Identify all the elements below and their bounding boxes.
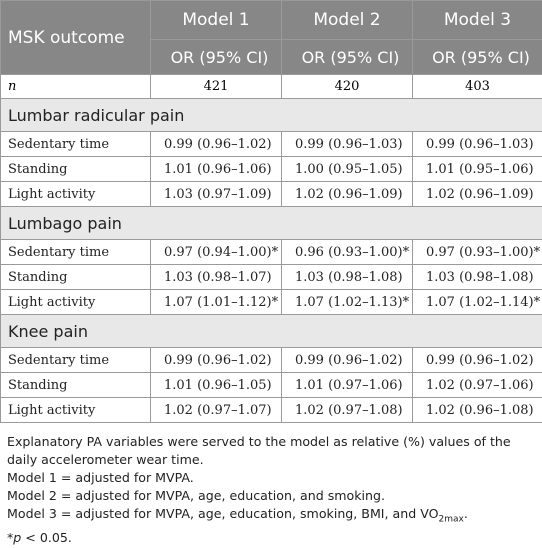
model-2-header: Model 2 — [282, 1, 413, 40]
header-row-models — [1, 1, 542, 40]
sample-size-row — [1, 75, 542, 99]
section-header-lumbago-pain — [1, 207, 542, 240]
table-row — [1, 348, 542, 373]
sample-size-model-3: 403 — [413, 75, 542, 99]
msk-outcome-header: MSK outcome — [1, 1, 151, 75]
footnote-model-3 — [7, 505, 537, 529]
table-footnotes — [7, 433, 537, 547]
footnote-significance — [7, 529, 537, 547]
table-row — [1, 157, 542, 182]
odds-ratio-model-2: 1.02 (0.97–1.08) — [282, 398, 413, 423]
section-title: Lumbar radicular pain — [1, 99, 542, 132]
or-header-model-1: OR (95% CI) — [151, 40, 282, 75]
footnote-model-3-text: Model 3 = adjusted for MVPA, age, education, smoking, BMI, and VO — [7, 506, 439, 521]
table-row — [1, 132, 542, 157]
table-row — [1, 265, 542, 290]
row-label: Light activity — [1, 182, 151, 207]
odds-ratio-model-2: 1.07 (1.02–1.13)* — [282, 290, 413, 315]
odds-ratio-model-3: 1.01 (0.95–1.06) — [413, 157, 542, 182]
table-row — [1, 373, 542, 398]
odds-ratio-model-3: 1.07 (1.02–1.14)* — [413, 290, 542, 315]
row-label: Standing — [1, 373, 151, 398]
row-label: Sedentary time — [1, 132, 151, 157]
odds-ratio-model-3: 1.02 (0.96–1.08) — [413, 398, 542, 423]
odds-ratio-model-1: 1.07 (1.01–1.12)* — [151, 290, 282, 315]
row-label: Sedentary time — [1, 240, 151, 265]
row-label: Standing — [1, 265, 151, 290]
table-row — [1, 398, 542, 423]
table-row — [1, 240, 542, 265]
odds-ratio-model-3: 1.03 (0.98–1.08) — [413, 265, 542, 290]
odds-ratio-model-2: 0.99 (0.96–1.03) — [282, 132, 413, 157]
odds-ratio-model-1: 0.97 (0.94–1.00)* — [151, 240, 282, 265]
odds-ratio-model-3: 0.99 (0.96–1.02) — [413, 348, 542, 373]
odds-ratio-model-2: 1.03 (0.98–1.08) — [282, 265, 413, 290]
model-3-header: Model 3 — [413, 1, 542, 40]
odds-ratio-model-1: 1.03 (0.98–1.07) — [151, 265, 282, 290]
sample-size-model-2: 420 — [282, 75, 413, 99]
table-row — [1, 290, 542, 315]
footnote-star: * — [7, 529, 14, 545]
section-header-lumbar-radicular-pain — [1, 99, 542, 132]
footnote-model-2: Model 2 = adjusted for MVPA, age, education, and smoking. — [7, 488, 385, 503]
odds-ratio-model-1: 1.01 (0.96–1.05) — [151, 373, 282, 398]
footnote-model-3-subscript: 2max — [438, 514, 464, 525]
row-label: Standing — [1, 157, 151, 182]
row-label: Sedentary time — [1, 348, 151, 373]
odds-ratio-model-1: 1.03 (0.97–1.09) — [151, 182, 282, 207]
odds-ratio-model-1: 0.99 (0.96–1.02) — [151, 348, 282, 373]
section-title: Knee pain — [1, 315, 542, 348]
odds-ratio-model-2: 1.00 (0.95–1.05) — [282, 157, 413, 182]
model-1-header: Model 1 — [151, 1, 282, 40]
odds-ratio-model-3: 0.99 (0.96–1.03) — [413, 132, 542, 157]
or-header-model-2: OR (95% CI) — [282, 40, 413, 75]
footnote-model-3-end: . — [463, 506, 468, 521]
odds-ratio-model-2: 1.01 (0.97–1.06) — [282, 373, 413, 398]
footnote-threshold: < 0.05. — [21, 529, 72, 545]
odds-ratio-model-2: 0.99 (0.96–1.02) — [282, 348, 413, 373]
odds-ratio-model-3: 0.97 (0.93–1.00)* — [413, 240, 542, 265]
odds-ratio-model-3: 1.02 (0.97–1.06) — [413, 373, 542, 398]
sample-size-label: n — [1, 75, 151, 99]
section-header-knee-pain — [1, 315, 542, 348]
footnote-p: p — [13, 529, 22, 545]
odds-ratio-model-1: 0.99 (0.96–1.02) — [151, 132, 282, 157]
footnote-explanatory: Explanatory PA variables were served to the model as relative (%) values of the daily accelerometer wear time. — [7, 434, 511, 467]
odds-ratio-model-1: 1.01 (0.96–1.06) — [151, 157, 282, 182]
row-label: Light activity — [1, 290, 151, 315]
odds-ratio-model-1: 1.02 (0.97–1.07) — [151, 398, 282, 423]
odds-ratio-model-3: 1.02 (0.96–1.09) — [413, 182, 542, 207]
sample-size-model-1: 421 — [151, 75, 282, 99]
row-label: Light activity — [1, 398, 151, 423]
section-title: Lumbago pain — [1, 207, 542, 240]
table-row — [1, 182, 542, 207]
odds-ratio-model-2: 0.96 (0.93–1.00)* — [282, 240, 413, 265]
footnote-model-1: Model 1 = adjusted for MVPA. — [7, 470, 194, 485]
odds-ratio-model-2: 1.02 (0.96–1.09) — [282, 182, 413, 207]
or-header-model-3: OR (95% CI) — [413, 40, 542, 75]
